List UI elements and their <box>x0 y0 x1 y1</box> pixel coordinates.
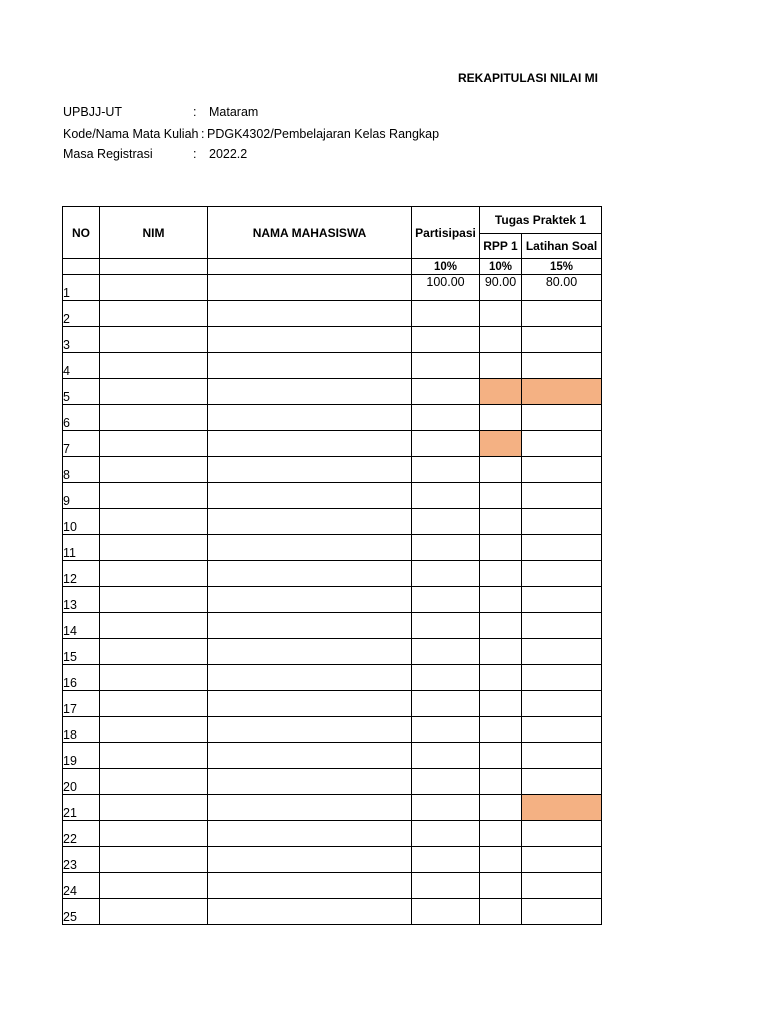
cell-nim[interactable] <box>100 717 208 743</box>
cell-rpp[interactable] <box>480 327 522 353</box>
cell-rpp[interactable] <box>480 613 522 639</box>
cell-partisipasi[interactable] <box>412 873 480 899</box>
cell-no[interactable]: 16 <box>63 665 100 691</box>
table-row <box>63 301 602 327</box>
cell-latihan-soal[interactable] <box>522 847 602 873</box>
cell-no[interactable]: 13 <box>63 587 100 613</box>
table-row <box>63 457 602 483</box>
cell-rpp[interactable] <box>480 717 522 743</box>
cell-nim[interactable] <box>100 795 208 821</box>
cell-nama[interactable] <box>208 457 412 483</box>
cell-partisipasi[interactable]: 100.00 <box>412 275 480 301</box>
table-row <box>63 535 602 561</box>
table-row <box>63 691 602 717</box>
upbjj-label: UPBJJ-UT <box>63 105 123 119</box>
cell-nama[interactable] <box>208 405 412 431</box>
cell-nama[interactable] <box>208 769 412 795</box>
cell-nama[interactable] <box>208 847 412 873</box>
cell-latihan-soal[interactable] <box>522 301 602 327</box>
header-row-1 <box>63 207 602 234</box>
cell-rpp[interactable] <box>480 405 522 431</box>
cell-nim[interactable] <box>100 379 208 405</box>
cell-latihan-soal[interactable] <box>522 691 602 717</box>
cell-latihan-soal[interactable] <box>522 509 602 535</box>
cell-rpp[interactable] <box>480 353 522 379</box>
cell-rpp[interactable] <box>480 457 522 483</box>
cell-no[interactable]: 21 <box>63 795 100 821</box>
cell-nim[interactable] <box>100 743 208 769</box>
cell-no[interactable]: 9 <box>63 483 100 509</box>
cell-partisipasi[interactable] <box>412 379 480 405</box>
cell-nim[interactable] <box>100 587 208 613</box>
cell-latihan-soal[interactable] <box>522 717 602 743</box>
cell-partisipasi[interactable] <box>412 821 480 847</box>
cell-latihan-soal[interactable] <box>522 327 602 353</box>
cell-nim[interactable] <box>100 275 208 301</box>
cell-nama[interactable] <box>208 509 412 535</box>
cell-no[interactable]: 24 <box>63 873 100 899</box>
cell-latihan-soal[interactable] <box>522 899 602 925</box>
cell-no[interactable]: 10 <box>63 509 100 535</box>
cell-nama[interactable] <box>208 821 412 847</box>
cell-nama[interactable] <box>208 275 412 301</box>
header-tugas-praktek[interactable]: Tugas Praktek 1 <box>480 207 602 234</box>
table-body <box>63 275 602 925</box>
cell-no[interactable]: 22 <box>63 821 100 847</box>
cell-rpp[interactable] <box>480 639 522 665</box>
cell-partisipasi[interactable] <box>412 561 480 587</box>
cell-nama[interactable] <box>208 431 412 457</box>
weight-nim[interactable] <box>100 259 208 275</box>
cell-nim[interactable] <box>100 405 208 431</box>
cell-nama[interactable] <box>208 639 412 665</box>
weight-partisipasi[interactable]: 10% <box>412 259 480 275</box>
cell-nim[interactable] <box>100 353 208 379</box>
cell-latihan-soal[interactable] <box>522 665 602 691</box>
header-partisipasi[interactable]: Partisipasi <box>412 207 480 259</box>
header-nim[interactable]: NIM <box>100 207 208 259</box>
cell-partisipasi[interactable] <box>412 847 480 873</box>
cell-partisipasi[interactable] <box>412 535 480 561</box>
table-row <box>63 769 602 795</box>
cell-nama[interactable] <box>208 327 412 353</box>
cell-no[interactable]: 1 <box>63 275 100 301</box>
masa-registrasi-label: Masa Registrasi <box>63 147 153 161</box>
cell-no[interactable]: 2 <box>63 301 100 327</box>
cell-partisipasi[interactable] <box>412 587 480 613</box>
cell-nama[interactable] <box>208 535 412 561</box>
cell-rpp[interactable] <box>480 691 522 717</box>
table-row <box>63 587 602 613</box>
weight-rpp[interactable]: 10% <box>480 259 522 275</box>
table-row <box>63 899 602 925</box>
cell-partisipasi[interactable] <box>412 483 480 509</box>
cell-rpp[interactable] <box>480 379 522 405</box>
cell-partisipasi[interactable] <box>412 795 480 821</box>
upbjj-separator: : <box>193 105 197 119</box>
table-row <box>63 405 602 431</box>
cell-nama[interactable] <box>208 587 412 613</box>
weight-latihan-soal[interactable]: 15% <box>522 259 602 275</box>
header-row-weights <box>63 259 602 275</box>
cell-no[interactable]: 17 <box>63 691 100 717</box>
cell-nim[interactable] <box>100 639 208 665</box>
cell-partisipasi[interactable] <box>412 405 480 431</box>
cell-partisipasi[interactable] <box>412 769 480 795</box>
cell-no[interactable]: 4 <box>63 353 100 379</box>
cell-nim[interactable] <box>100 821 208 847</box>
table-row <box>63 379 602 405</box>
cell-latihan-soal[interactable] <box>522 483 602 509</box>
cell-nama[interactable] <box>208 561 412 587</box>
cell-rpp[interactable] <box>480 821 522 847</box>
table-row <box>63 483 602 509</box>
cell-latihan-soal[interactable] <box>522 561 602 587</box>
table-row <box>63 743 602 769</box>
cell-rpp[interactable] <box>480 899 522 925</box>
cell-no[interactable]: 14 <box>63 613 100 639</box>
cell-nim[interactable] <box>100 457 208 483</box>
table-row <box>63 665 602 691</box>
grades-table <box>62 206 602 925</box>
table-row <box>63 795 602 821</box>
cell-rpp[interactable] <box>480 483 522 509</box>
cell-nim[interactable] <box>100 301 208 327</box>
cell-latihan-soal[interactable] <box>522 743 602 769</box>
cell-latihan-soal[interactable] <box>522 769 602 795</box>
cell-no[interactable]: 6 <box>63 405 100 431</box>
cell-latihan-soal[interactable] <box>522 795 602 821</box>
cell-no[interactable]: 18 <box>63 717 100 743</box>
weight-nama[interactable] <box>208 259 412 275</box>
cell-nim[interactable] <box>100 691 208 717</box>
cell-nim[interactable] <box>100 483 208 509</box>
cell-no[interactable]: 8 <box>63 457 100 483</box>
cell-no[interactable]: 7 <box>63 431 100 457</box>
mata-kuliah-separator: : <box>201 127 205 141</box>
masa-registrasi-separator: : <box>193 147 197 161</box>
cell-rpp[interactable] <box>480 743 522 769</box>
cell-rpp[interactable] <box>480 561 522 587</box>
cell-no[interactable]: 15 <box>63 639 100 665</box>
cell-partisipasi[interactable] <box>412 353 480 379</box>
cell-nama[interactable] <box>208 301 412 327</box>
cell-latihan-soal[interactable] <box>522 873 602 899</box>
cell-rpp[interactable] <box>480 847 522 873</box>
table-row <box>63 509 602 535</box>
cell-rpp[interactable] <box>480 587 522 613</box>
table-row <box>63 561 602 587</box>
header-no[interactable]: NO <box>63 207 100 259</box>
cell-partisipasi[interactable] <box>412 743 480 769</box>
table-row <box>63 821 602 847</box>
cell-nim[interactable] <box>100 665 208 691</box>
cell-nama[interactable] <box>208 899 412 925</box>
table-row <box>63 431 602 457</box>
header-latihan-soal[interactable]: Latihan Soal <box>522 234 602 259</box>
cell-partisipasi[interactable] <box>412 613 480 639</box>
cell-partisipasi[interactable] <box>412 717 480 743</box>
table-row <box>63 327 602 353</box>
cell-no[interactable]: 19 <box>63 743 100 769</box>
cell-nim[interactable] <box>100 509 208 535</box>
table-row <box>63 275 602 301</box>
cell-nim[interactable] <box>100 769 208 795</box>
cell-partisipasi[interactable] <box>412 431 480 457</box>
table-row <box>63 639 602 665</box>
cell-rpp[interactable] <box>480 301 522 327</box>
header-nama-mahasiswa[interactable]: NAMA MAHASISWA <box>208 207 412 259</box>
cell-partisipasi[interactable] <box>412 665 480 691</box>
cell-nama[interactable] <box>208 691 412 717</box>
cell-no[interactable]: 11 <box>63 535 100 561</box>
cell-nama[interactable] <box>208 483 412 509</box>
cell-rpp[interactable] <box>480 769 522 795</box>
cell-no[interactable]: 23 <box>63 847 100 873</box>
table-row <box>63 717 602 743</box>
page-title: REKAPITULASI NILAI MI <box>458 71 598 85</box>
cell-nama[interactable] <box>208 717 412 743</box>
cell-nama[interactable] <box>208 795 412 821</box>
cell-latihan-soal[interactable] <box>522 431 602 457</box>
cell-no[interactable]: 20 <box>63 769 100 795</box>
cell-latihan-soal[interactable] <box>522 821 602 847</box>
cell-nim[interactable] <box>100 613 208 639</box>
cell-nama[interactable] <box>208 613 412 639</box>
cell-latihan-soal[interactable]: 80.00 <box>522 275 602 301</box>
cell-partisipasi[interactable] <box>412 639 480 665</box>
cell-nim[interactable] <box>100 899 208 925</box>
cell-latihan-soal[interactable] <box>522 379 602 405</box>
cell-partisipasi[interactable] <box>412 327 480 353</box>
mata-kuliah-value: PDGK4302/Pembelajaran Kelas Rangkap <box>207 127 440 141</box>
cell-nama[interactable] <box>208 743 412 769</box>
table-row <box>63 873 602 899</box>
cell-latihan-soal[interactable] <box>522 353 602 379</box>
header-rpp[interactable]: RPP 1 <box>480 234 522 259</box>
cell-latihan-soal[interactable] <box>522 535 602 561</box>
cell-nim[interactable] <box>100 561 208 587</box>
upbjj-value: Mataram <box>209 105 259 119</box>
cell-latihan-soal[interactable] <box>522 587 602 613</box>
cell-rpp[interactable] <box>480 535 522 561</box>
cell-nim[interactable] <box>100 431 208 457</box>
cell-latihan-soal[interactable] <box>522 405 602 431</box>
table-row <box>63 353 602 379</box>
cell-rpp[interactable] <box>480 795 522 821</box>
mata-kuliah-label: Kode/Nama Mata Kuliah <box>63 127 199 141</box>
cell-rpp[interactable] <box>480 509 522 535</box>
cell-nama[interactable] <box>208 873 412 899</box>
cell-nim[interactable] <box>100 327 208 353</box>
cell-rpp[interactable]: 90.00 <box>480 275 522 301</box>
weight-no[interactable] <box>63 259 100 275</box>
table-row <box>63 847 602 873</box>
cell-nama[interactable] <box>208 665 412 691</box>
cell-nim[interactable] <box>100 873 208 899</box>
cell-rpp[interactable] <box>480 873 522 899</box>
cell-nama[interactable] <box>208 353 412 379</box>
cell-partisipasi[interactable] <box>412 457 480 483</box>
cell-rpp[interactable] <box>480 665 522 691</box>
cell-latihan-soal[interactable] <box>522 613 602 639</box>
cell-rpp[interactable] <box>480 431 522 457</box>
cell-partisipasi[interactable] <box>412 301 480 327</box>
table-row <box>63 613 602 639</box>
cell-partisipasi[interactable] <box>412 899 480 925</box>
cell-no[interactable]: 3 <box>63 327 100 353</box>
cell-no[interactable]: 25 <box>63 899 100 925</box>
cell-latihan-soal[interactable] <box>522 457 602 483</box>
cell-nim[interactable] <box>100 847 208 873</box>
masa-registrasi-value: 2022.2 <box>209 147 248 161</box>
cell-nama[interactable] <box>208 379 412 405</box>
cell-nim[interactable] <box>100 535 208 561</box>
cell-latihan-soal[interactable] <box>522 639 602 665</box>
cell-partisipasi[interactable] <box>412 691 480 717</box>
cell-no[interactable]: 5 <box>63 379 100 405</box>
cell-partisipasi[interactable] <box>412 509 480 535</box>
cell-no[interactable]: 12 <box>63 561 100 587</box>
